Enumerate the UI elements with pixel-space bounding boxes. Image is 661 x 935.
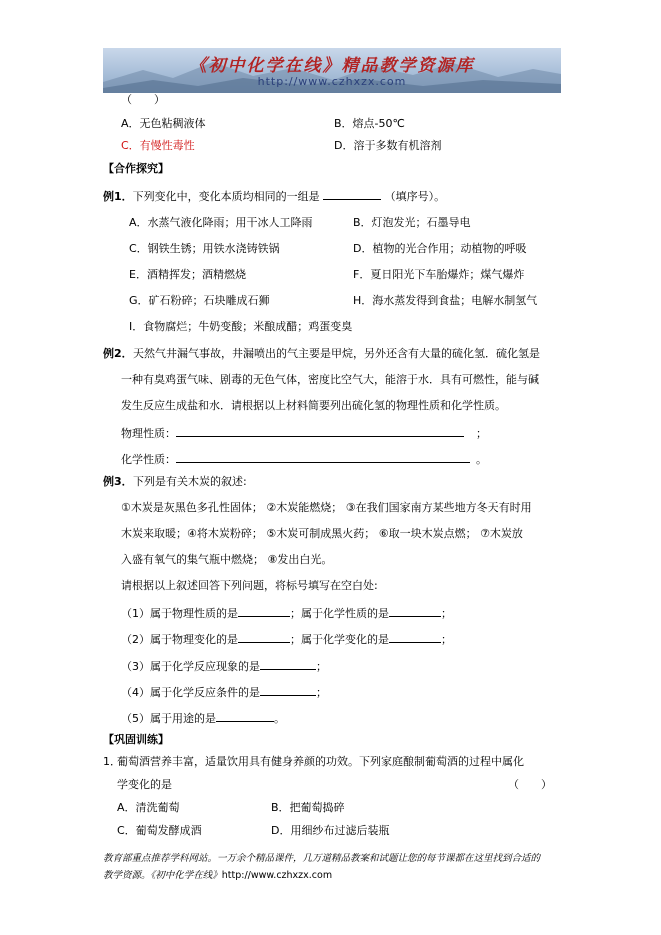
example-1-item-e: E．酒精挥发；酒精燃烧 xyxy=(129,268,246,281)
banner-title: 《初中化学在线》精品教学资源库 xyxy=(189,56,475,76)
example-1-blank[interactable] xyxy=(323,188,381,200)
example-1-item-g: G．矿石粉碎；石块雕成石狮 xyxy=(129,294,270,307)
example-3-prompt: 请根据以上叙述回答下列问题，将标号填写在空白处: xyxy=(121,579,378,592)
chemical-properties-blank[interactable] xyxy=(176,451,470,463)
example-1-item-i: I．食物腐烂；牛奶变酸；米酿成醋；鸡蛋变臭 xyxy=(129,320,353,333)
q4-end: ； xyxy=(316,686,327,699)
physical-properties-label: 物理性质： xyxy=(121,427,176,440)
footer-site-name: 教学资源。《初中化学在线》 xyxy=(103,870,222,881)
header-banner xyxy=(103,48,561,93)
example-3-question-4 xyxy=(121,684,327,700)
section-heading-cooperative: 【合作探究】 xyxy=(103,162,169,175)
example-2-line-1: 天然气井漏气事故，井漏喷出的气主要是甲烷，另外还含有大量的硫化氢．硫化氢是 xyxy=(133,347,540,360)
example-2-physical-properties xyxy=(121,425,487,441)
q1-physical-property-blank[interactable] xyxy=(238,605,290,617)
q1-chemical-property-blank[interactable] xyxy=(389,605,441,617)
example-1-text-end: （填序号）。 xyxy=(384,190,446,203)
example-2-line-3: 发生反应生成盐和水．请根据以上材料简要列出硫化氢的物理性质和化学性质。 xyxy=(121,399,506,412)
q2-chemical-change-blank[interactable] xyxy=(389,631,441,643)
example-3-question-5 xyxy=(121,710,285,726)
q5-blank[interactable] xyxy=(216,710,274,722)
practice-1-line-1: 葡萄酒营养丰富，适量饮用具有健身养颜的功效。下列家庭酿制葡萄酒的过程中属化 xyxy=(117,755,524,768)
example-1-label: 例1． xyxy=(103,190,133,203)
q4-blank[interactable] xyxy=(260,684,316,696)
q2-end: ； xyxy=(441,633,452,646)
example-3-line-1: ①木炭是灰黑色多孔性固体； ②木炭能燃烧； ③在我们国家南方某些地方冬天有时用 xyxy=(121,501,532,514)
example-1-item-f: F．夏日阳光下车胎爆炸；煤气爆炸 xyxy=(353,268,525,281)
physical-properties-end: ； xyxy=(476,427,487,440)
q5-end: 。 xyxy=(274,712,285,725)
example-3-question-3 xyxy=(121,658,327,674)
example-2-chemical-properties xyxy=(121,451,487,467)
example-1-item-h: H．海水蒸发得到食盐；电解水制氢气 xyxy=(353,294,538,307)
banner-url[interactable]: http://www.czhxzx.com xyxy=(257,75,407,88)
q0-answer-paren: （ ） xyxy=(121,93,165,106)
example-1-item-a: A．水蒸气液化降雨；用干冰人工降雨 xyxy=(129,216,313,229)
example-1-item-b: B．灯泡发光；石墨导电 xyxy=(353,216,471,229)
example-1-item-c: C．钢铁生锈；用铁水浇铸铁锅 xyxy=(129,242,280,255)
q2-physical-change-blank[interactable] xyxy=(238,631,290,643)
example-3-question-1 xyxy=(121,605,452,621)
example-3-question-2 xyxy=(121,631,452,647)
footer-line-1: 教育部重点推荐学科网站。一万余个精品课件，几万道精品教案和试题让您的每节课都在这里找到合适的 xyxy=(103,853,541,864)
footer-line-2 xyxy=(103,869,332,883)
q0-option-d: D．溶于多数有机溶剂 xyxy=(334,139,442,152)
practice-1-option-b: B．把葡萄捣碎 xyxy=(271,801,345,814)
example-2-line-2: 一种有臭鸡蛋气味、剧毒的无色气体，密度比空气大，能溶于水．具有可燃性，能与碱 xyxy=(121,373,539,386)
practice-1-line-2: 学变化的是 xyxy=(117,778,172,791)
practice-1-option-c: C．葡萄发酵成酒 xyxy=(117,824,202,837)
practice-1-option-a: A．清洗葡萄 xyxy=(117,801,180,814)
q3-label: （3）属于化学反应现象的是 xyxy=(121,660,260,673)
physical-properties-blank[interactable] xyxy=(176,425,464,437)
q0-option-b: B．熔点-50℃ xyxy=(334,117,405,130)
q1-physical-property-label: （1）属于物理性质的是 xyxy=(121,607,238,620)
example-3-label: 例3． xyxy=(103,475,133,488)
q0-option-a: A．无色粘稠液体 xyxy=(121,117,206,130)
chemical-properties-label: 化学性质： xyxy=(121,453,176,466)
practice-1-label: 1． xyxy=(103,755,121,768)
q4-label: （4）属于化学反应条件的是 xyxy=(121,686,260,699)
example-3-line-2: 木炭来取暖；④将木炭粉碎； ⑤木炭可制成黑火药； ⑥取一块木炭点燃； ⑦木炭放 xyxy=(121,527,523,540)
practice-1-answer-paren: （ ） xyxy=(508,778,552,791)
q1-end: ； xyxy=(441,607,452,620)
q0-option-c: C．有慢性毒性 xyxy=(121,139,195,152)
practice-1-option-d: D．用细纱布过滤后装瓶 xyxy=(271,824,390,837)
q2-chemical-change-label: ；属于化学变化的是 xyxy=(290,633,389,646)
chemical-properties-end: 。 xyxy=(476,453,487,466)
example-2-label: 例2． xyxy=(103,347,133,360)
q5-label: （5）属于用途的是 xyxy=(121,712,216,725)
q3-blank[interactable] xyxy=(260,658,316,670)
example-3-intro: 下列是有关木炭的叙述: xyxy=(133,475,247,488)
section-heading-consolidation: 【巩固训练】 xyxy=(103,733,169,746)
example-1-stem xyxy=(103,188,445,204)
example-3-line-3: 入盛有氧气的集气瓶中燃烧； ⑧发出白光。 xyxy=(121,553,333,566)
q3-end: ； xyxy=(316,660,327,673)
example-1-item-d: D．植物的光合作用；动植物的呼吸 xyxy=(353,242,527,255)
q1-chemical-property-label: ；属于化学性质的是 xyxy=(290,607,389,620)
footer-url-link[interactable]: http://www.czhxzx.com xyxy=(221,870,333,881)
example-1-text: 下列变化中，变化本质均相同的一组是 xyxy=(132,190,320,203)
q2-physical-change-label: （2）属于物理变化的是 xyxy=(121,633,238,646)
